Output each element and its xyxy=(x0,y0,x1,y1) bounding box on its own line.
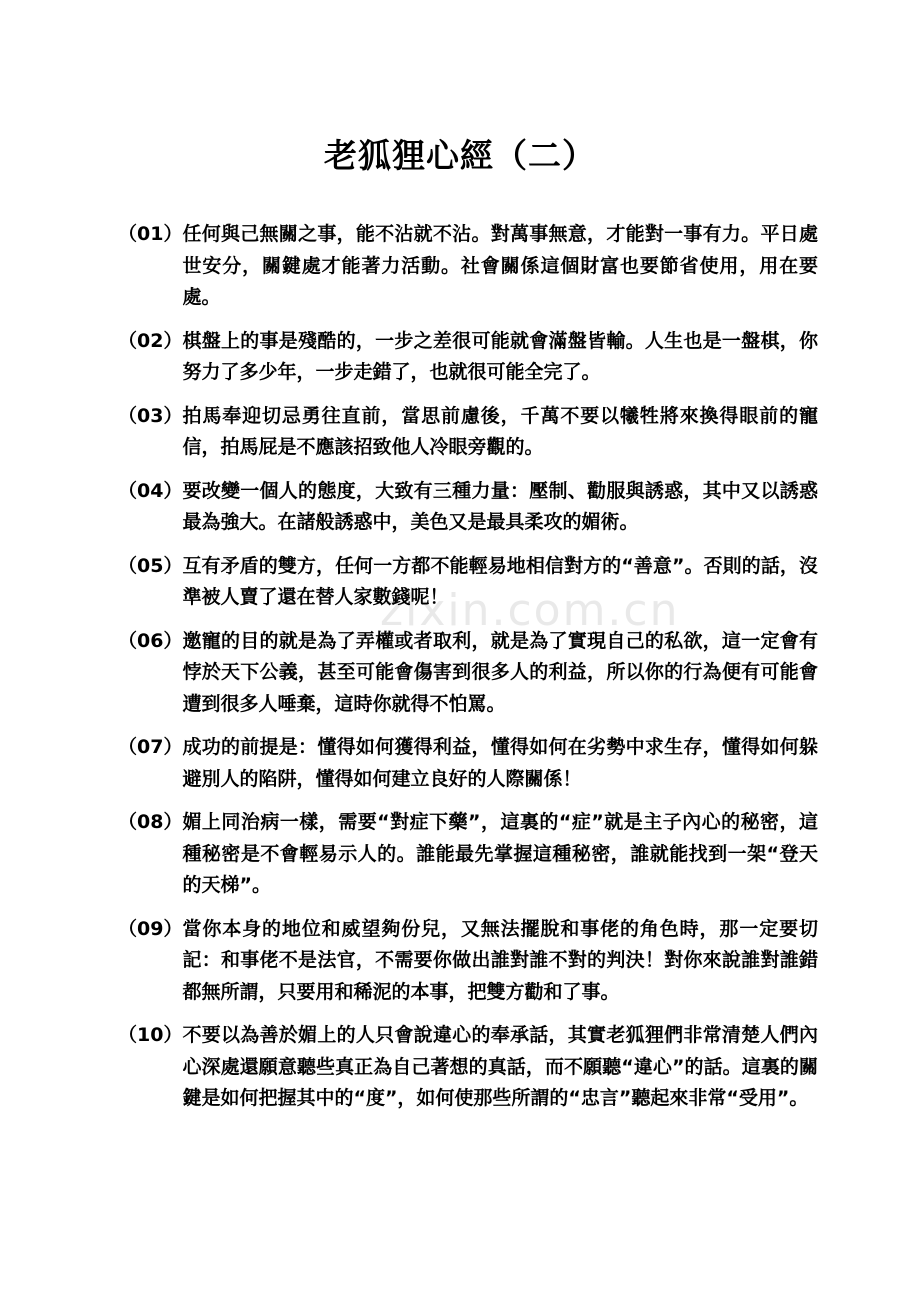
entry-text: 邀寵的目的就是為了弄權或者取利，就是為了實現自己的私欲，這一定會有悖於天下公義，甚至可能會傷害到很多人的利益，所以你的行為便有可能會遭到很多人唾棄，這時你就得不怕罵。 xyxy=(182,629,818,715)
entry-06 xyxy=(118,626,818,721)
entry-01 xyxy=(118,219,818,314)
entry-text: 拍馬奉迎切忌勇往直前，當思前慮後，千萬不要以犧牲將來換得眼前的寵信，拍馬屁是不應該招致他人冷眼旁觀的。 xyxy=(182,404,818,458)
entry-07 xyxy=(118,732,818,795)
entry-number: （04） xyxy=(118,479,183,502)
entry-text: 任何與己無關之事，能不沾就不沾。對萬事無意，才能對一事有力。平日處世安分，關鍵處才能著力活動。社會關係這個財富也要節省使用，用在要處。 xyxy=(182,223,818,308)
entry-number: （06） xyxy=(118,629,183,652)
entry-number: （03） xyxy=(118,404,183,427)
entry-text: 棋盤上的事是殘酷的，一步之差很可能就會滿盤皆輸。人生也是一盤棋，你努力了多少年，一步走錯了，也就很可能全完了。 xyxy=(182,329,818,383)
entry-text: 要改變一個人的態度，大致有三種力量：壓制、勸服與誘惑，其中又以誘惑最為強大。在諸般誘惑中，美色又是最具柔攻的媚術。 xyxy=(182,479,818,533)
entry-number: （07） xyxy=(118,736,183,758)
entry-04 xyxy=(118,476,818,539)
entry-number: （10） xyxy=(118,1024,183,1046)
entry-number: （02） xyxy=(118,329,183,352)
entry-text: 媚上同治病一樣，需要“對症下藥”，這裏的“症”就是主子內心的秘密，這種秘密是不會輕易示人的。誰能最先掌握這種秘密，誰就能找到一架“登天的天梯”。 xyxy=(182,811,818,896)
entry-text: 成功的前提是：懂得如何獲得利益，懂得如何在劣勢中求生存，懂得如何躲避別人的陷阱，懂得如何建立良好的人際關係！ xyxy=(182,736,818,790)
entry-number: （09） xyxy=(118,917,183,940)
entry-number: （01） xyxy=(118,223,183,245)
entry-text: 當你本身的地位和威望夠份兒，又無法擺脫和事佬的角色時，那一定要切記：和事佬不是法官，不需要你做出誰對誰不對的判決！對你來說誰對誰錯都無所謂，只要用和稀泥的本事，把雙方勸和了事。 xyxy=(182,917,818,1003)
entry-text: 不要以為善於媚上的人只會說違心的奉承話，其實老狐狸們非常清楚人們內心深處還願意聽些真正為自己著想的真話，而不願聽“違心”的話。這裏的關鍵是如何把握其中的“度”，如何使那些所謂的“忠言”聽起來非常“受用”。 xyxy=(182,1024,818,1109)
entry-03 xyxy=(118,401,818,464)
entry-list xyxy=(118,219,818,1127)
entry-number: （05） xyxy=(118,554,183,577)
entry-10 xyxy=(118,1020,818,1115)
page-title: 老狐狸心經（二） xyxy=(324,136,596,175)
watermark: zixin.com.cn xyxy=(380,585,680,636)
entry-text: 互有矛盾的雙方，任何一方都不能輕易地相信對方的“善意”。否則的話，沒準被人賣了還在替人家數錢呢！ xyxy=(182,554,818,608)
entry-02 xyxy=(118,326,818,389)
entry-05 xyxy=(118,551,818,614)
entry-08 xyxy=(118,807,818,902)
entry-09 xyxy=(118,914,818,1009)
entry-number: （08） xyxy=(118,811,183,833)
